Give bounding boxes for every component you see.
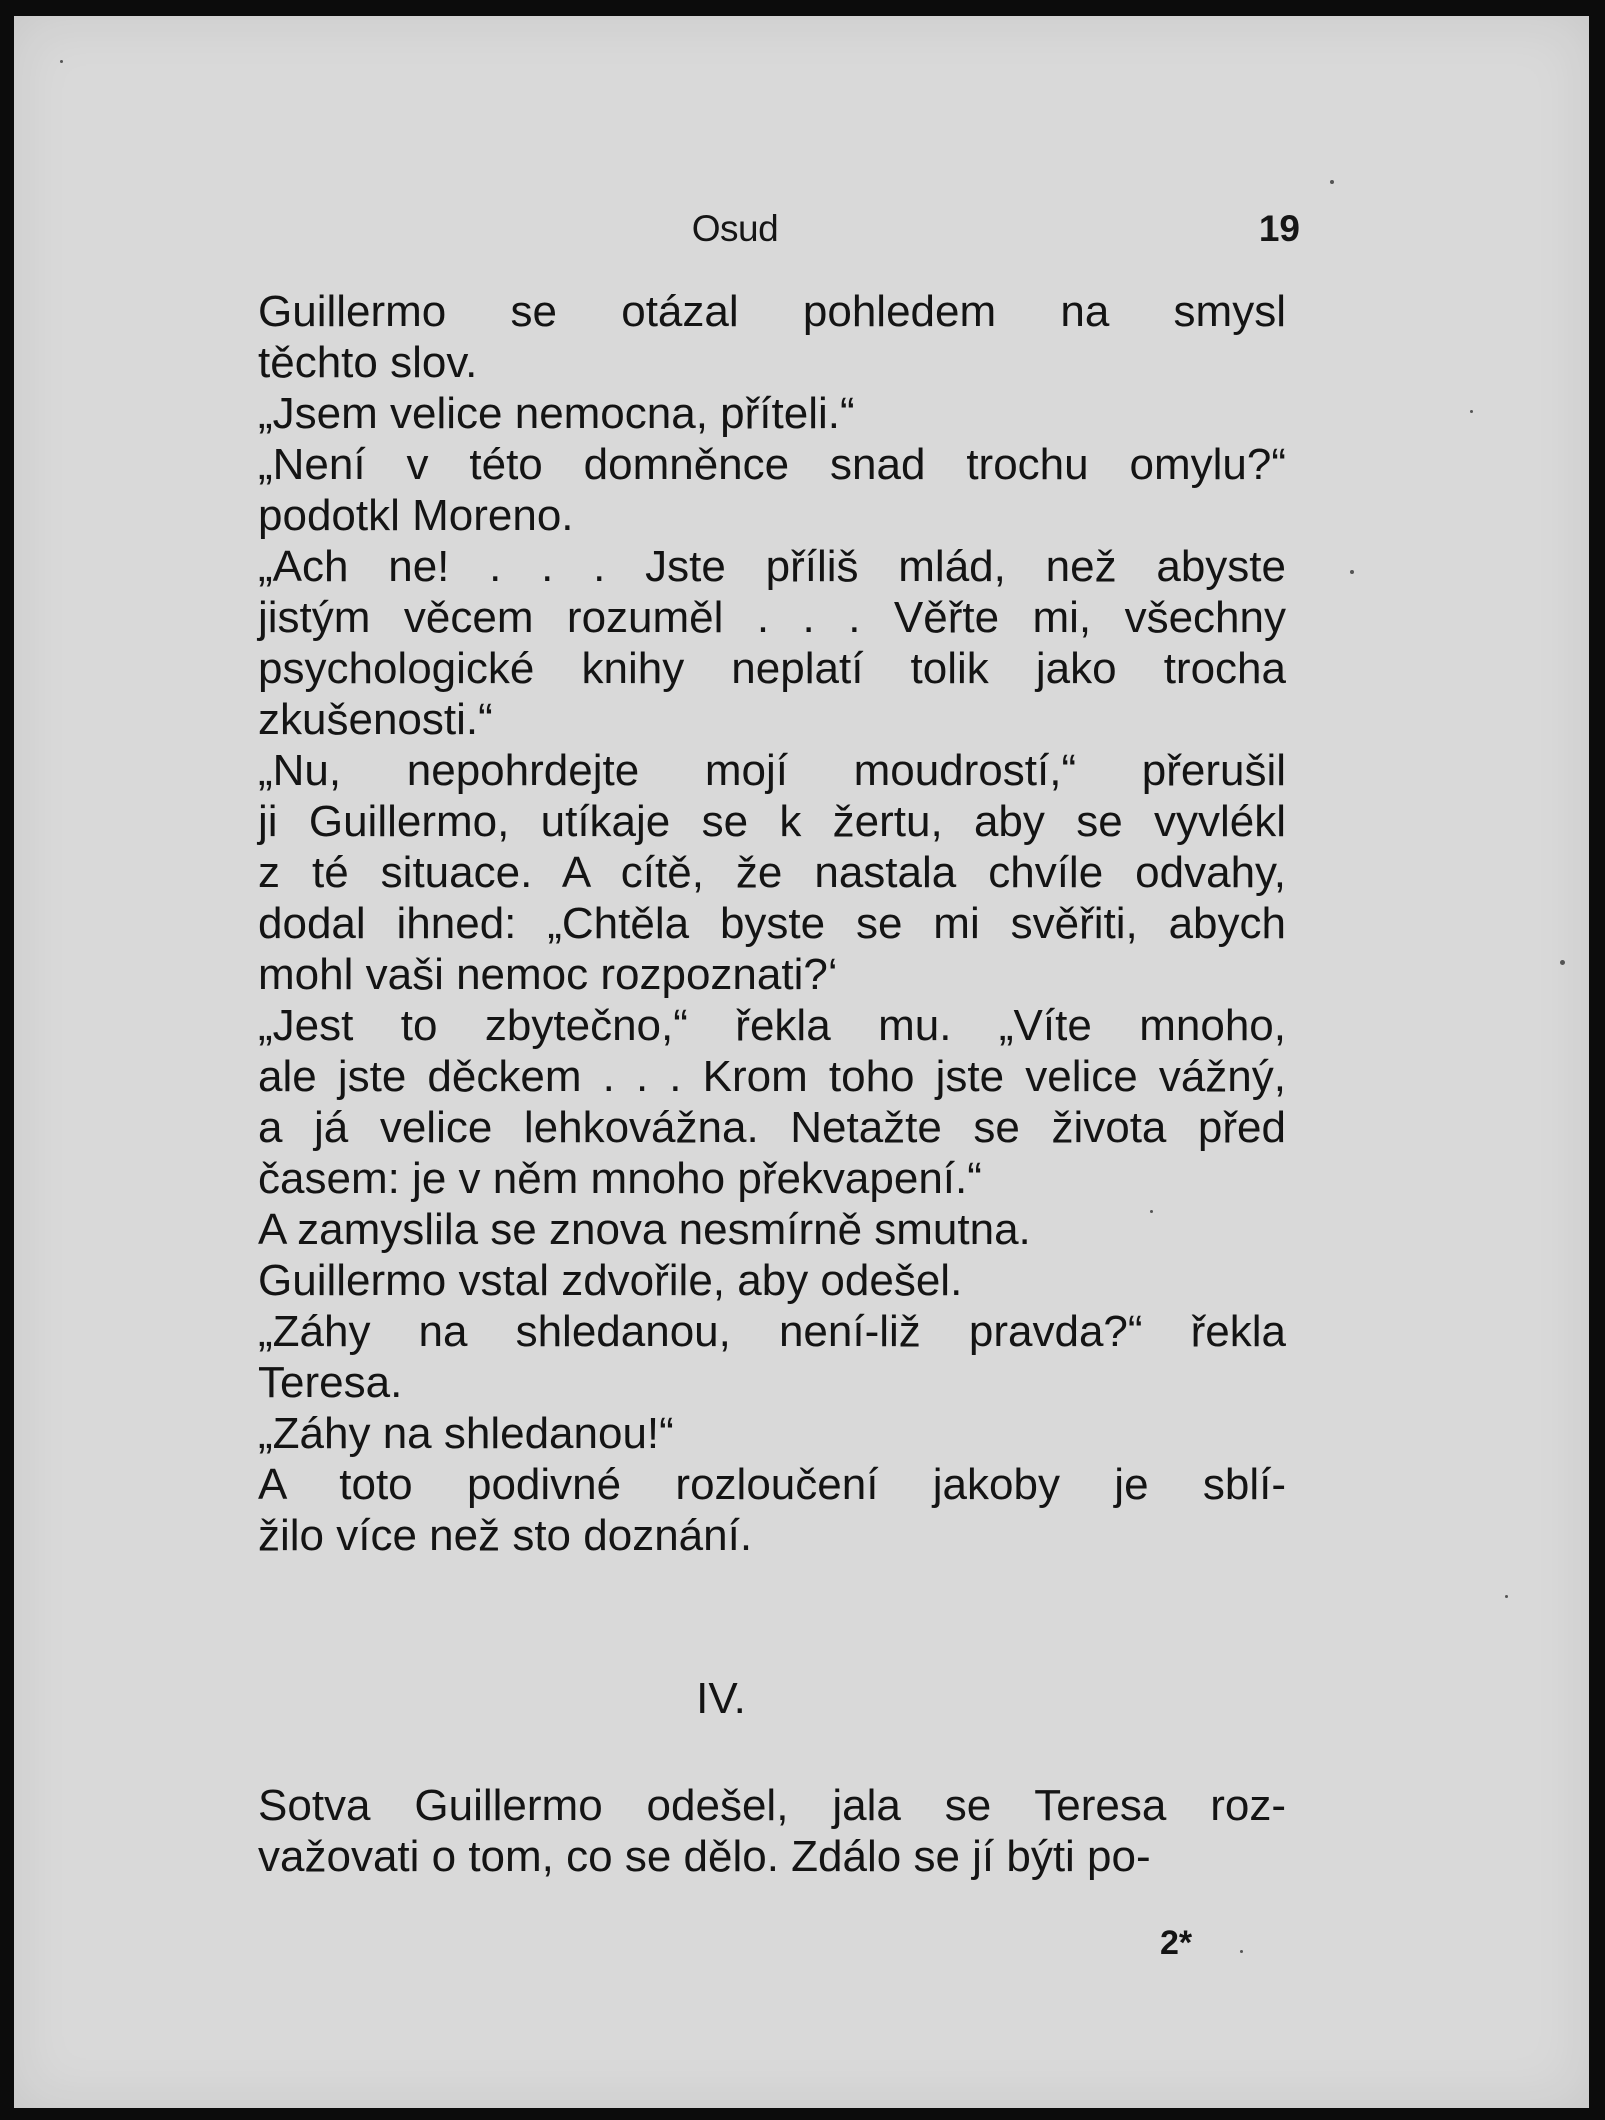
text-line: a já velice lehkovážna. Netažte se života před xyxy=(258,1103,1286,1152)
print-speck xyxy=(60,60,63,63)
paragraph xyxy=(156,745,1286,1000)
print-speck xyxy=(1240,1950,1243,1953)
print-speck xyxy=(1150,1210,1153,1213)
paragraph xyxy=(156,1780,1286,1882)
paragraph xyxy=(156,1255,1286,1306)
paragraph xyxy=(156,1408,1286,1459)
print-speck xyxy=(1470,410,1473,413)
text-line: ale jste děckem . . . Krom toho jste velice vážný, xyxy=(258,1052,1286,1101)
paragraph xyxy=(156,1459,1286,1561)
print-speck xyxy=(1505,1595,1508,1598)
text-line: z té situace. A cítě, že nastala chvíle odvahy, xyxy=(258,848,1286,897)
text-line: Teresa. xyxy=(258,1358,403,1407)
text-line: časem: je v něm mnoho překvapení.“ xyxy=(258,1154,982,1203)
text-line: „Nu, nepohrdejte mojí moudrostí,“ přerušil xyxy=(258,746,1286,795)
paragraph xyxy=(156,1306,1286,1408)
text-line: „Jest to zbytečno,“ řekla mu. „Víte mnoho, xyxy=(258,1001,1286,1050)
text-line: A toto podivné rozloučení jakoby je sblí- xyxy=(258,1460,1286,1509)
print-speck xyxy=(1350,570,1354,574)
text-line: Guillermo se otázal pohledem na smysl xyxy=(258,287,1286,336)
text-line: psychologické knihy neplatí tolik jako trocha xyxy=(258,644,1286,693)
page-number: 19 xyxy=(1258,208,1300,249)
text-line: „Ach ne! . . . Jste příliš mlád, než abyste xyxy=(258,542,1286,591)
text-line: „Není v této domněnce snad trochu omylu?“ xyxy=(258,440,1286,489)
paragraph xyxy=(156,541,1286,745)
text-line: žilo více než sto doznání. xyxy=(258,1511,753,1560)
page-header xyxy=(170,208,1300,258)
text-line: mohl vaši nemoc rozpoznati?‘ xyxy=(258,950,838,999)
text-line: těchto slov. xyxy=(258,338,478,387)
text-line: ji Guillermo, utíkaje se k žertu, aby se vyvlékl xyxy=(258,797,1286,846)
paragraph xyxy=(156,388,1286,439)
text-line: Guillermo vstal zdvořile, aby odešel. xyxy=(258,1256,963,1305)
text-line: „Záhy na shledanou, není-liž pravda?“ řekla xyxy=(258,1307,1286,1356)
chapter-heading: IV. xyxy=(696,1674,746,1723)
running-title: Osud xyxy=(691,208,779,249)
text-line: „Záhy na shledanou!“ xyxy=(258,1409,674,1458)
paragraph xyxy=(156,1204,1286,1255)
print-speck xyxy=(1330,180,1334,184)
text-line: jistým věcem rozuměl . . . Věřte mi, všechny xyxy=(258,593,1286,642)
paragraph xyxy=(156,1000,1286,1204)
paragraph xyxy=(156,286,1286,388)
text-line: A zamyslila se znova nesmírně smutna. xyxy=(258,1205,1031,1254)
chapter-body-text xyxy=(156,1780,1286,1882)
text-line: „Jsem velice nemocna, příteli.“ xyxy=(258,389,855,438)
text-line: zkušenosti.“ xyxy=(258,695,493,744)
paragraph xyxy=(156,439,1286,541)
text-line: podotkl Moreno. xyxy=(258,491,574,540)
text-line: Sotva Guillermo odešel, jala se Teresa roz- xyxy=(258,1781,1286,1830)
body-text xyxy=(156,286,1286,1561)
text-line: važovati o tom, co se dělo. Zdálo se jí býti po- xyxy=(258,1832,1151,1881)
print-speck xyxy=(1560,960,1565,965)
printer-signature-mark: 2* xyxy=(1160,1924,1193,1962)
text-line: dodal ihned: „Chtěla byste se mi svěřiti, abych xyxy=(258,899,1286,948)
